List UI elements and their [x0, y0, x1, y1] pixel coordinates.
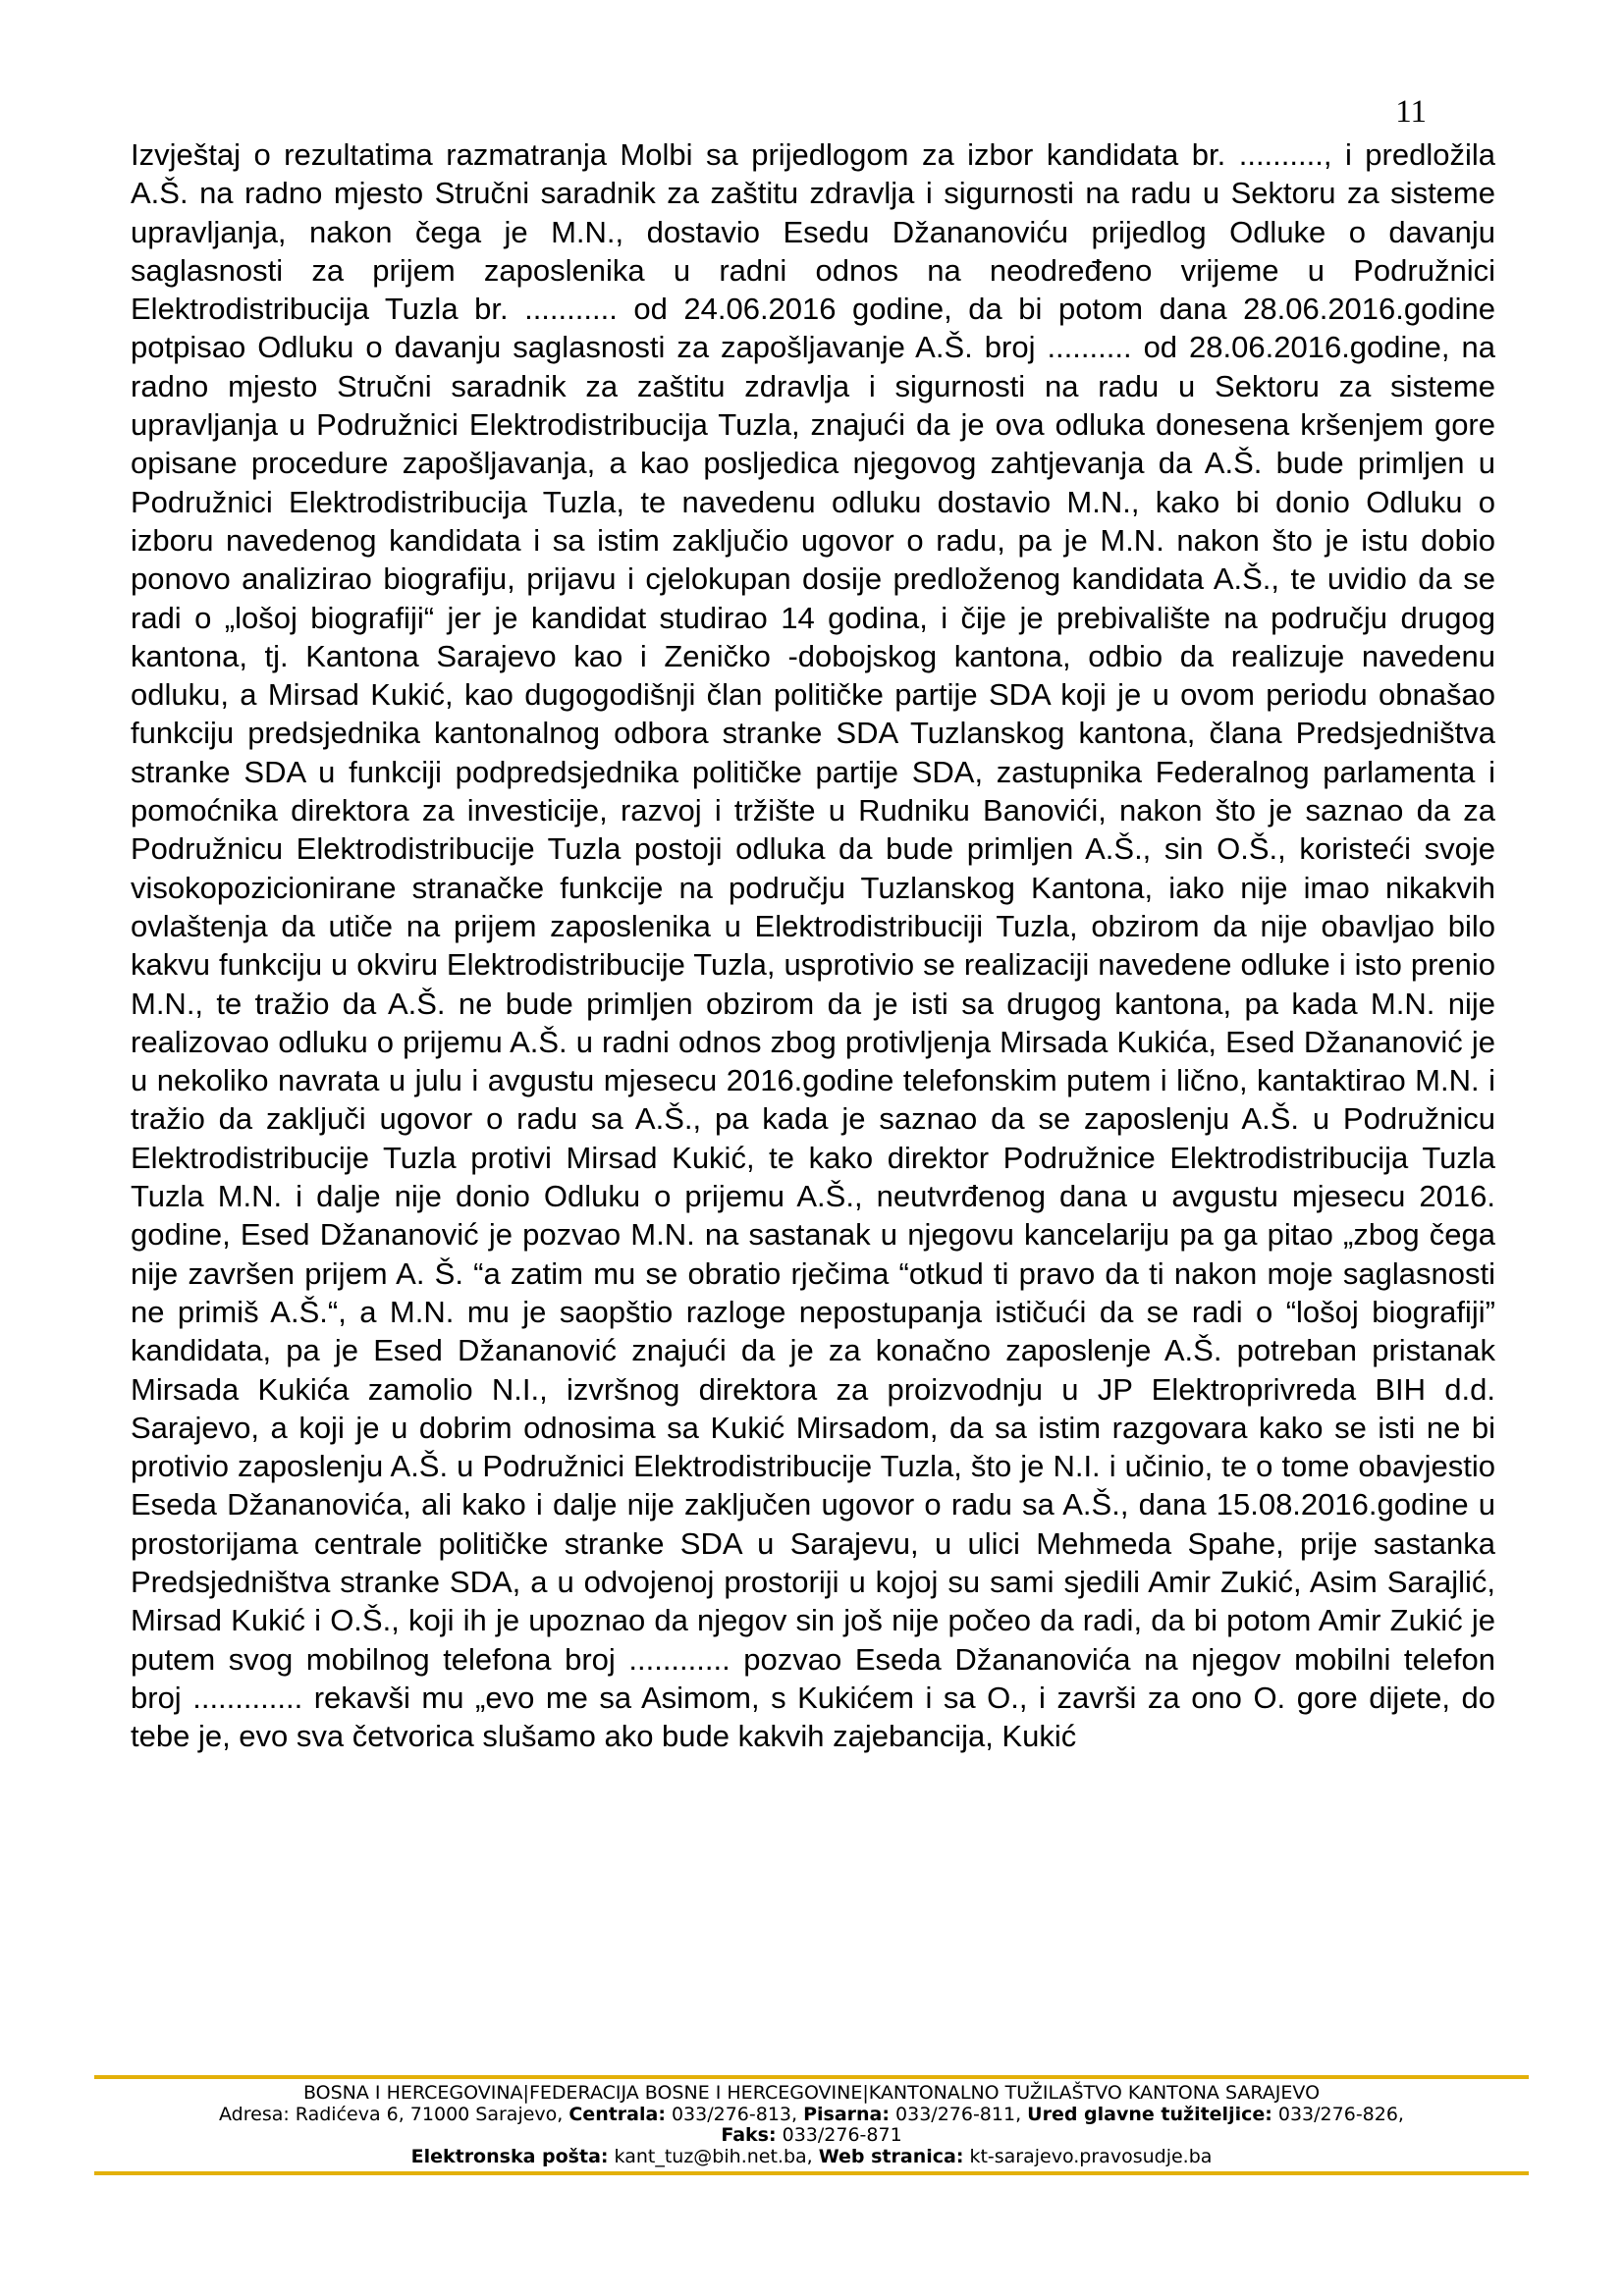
footer-top-rule	[94, 2075, 1529, 2079]
footer-contact-line: Elektronska pošta: kant_tuz@bih.net.ba, Web stranica: kt-sarajevo.pravosudje.ba	[410, 2145, 1213, 2167]
body-paragraph: Izvještaj o rezultatima razmatranja Molbi sa prijedlogom za izbor kandidata br. .........., i predložila A.Š. na radno mjesto Stručni saradnik za zaštitu zdravlja i sigurnosti na radu u Sektoru za sisteme upravljanja, nakon čega je M.N., dostavio Esedu Džananoviću prijedlog Odluke o davanju saglasnosti za prijem zaposlenika u radni odnos na neodređeno vrijeme u Podružnici Elektrodistribucija Tuzla br. ........... od 24.06.2016 godine, da bi potom dana 28.06.2016.godine potpisao Odluku o davanju saglasnosti za zapošljavanje A.Š. broj .......... od 28.06.2016.godine, na radno mjesto Stručni saradnik za zaštitu zdravlja i sigurnosti na radu u Sektoru za sisteme upravljanja u Podružnici Elektrodistribucija Tuzla, znajući da je ova odluka donesena kršenjem gore opisane procedure zapošljavanja, a kao posljedica njegovog zahtjevanja da A.Š. bude primljen u Podružnici Elektrodistribucija Tuzla, te navedenu odluku dostavio M.N., kako bi donio Odluku o izboru navedenog kandidata i sa istim zaključio ugovor o radu, pa je M.N. nakon što je istu dobio ponovo analizirao biografiju, prijavu i cjelokupan dosije predloženog kandidata A.Š., te uvidio da se radi o „lošoj biografiji“ jer je kandidat studirao 14 godina, i čije je prebivalište na području drugog kantona, tj. Kantona Sarajevo kao i Zeničko -dobojskog kantona, odbio da realizuje navedenu odluku, a Mirsad Kukić, kao dugogodišnji član političke partije SDA koji je u ovom periodu obnašao funkciju predsjednika kantonalnog odbora stranke SDA Tuzlanskog kantona, člana Predsjedništva stranke SDA u funkciji podpredsjednika političke partije SDA, zastupnika Federalnog parlamenta i pomoćnika direktora za investicije, razvoj i tržište u Rudniku Banovići, nakon što je saznao da za Podružnicu Elektrodistribucije Tuzla postoji odluka da bude primljen A.Š., sin O.Š., koristeći svoje visokopozicionirane stranačke funkcije na području Tuzlanskog Kantona, iako nije imao nikakvih ovlaštenja da utiče na prijem zaposlenika u Elektrodistribuciji Tuzla, obzirom da nije obavljao bilo kakvu funkciju u okviru Elektrodistribucije Tuzla, usprotivio se realizaciji navedene odluke i isto prenio M.N., te tražio da A.Š. ne bude primljen obzirom da je isti sa drugog kantona, pa kada M.N. nije realizovao odluku o prijemu A.Š. u radni odnos zbog protivljenja Mirsada Kukića, Esed Džananović je u nekoliko navrata u julu i avgustu mjesecu 2016.godine telefonskim putem i lično, kantaktirao M.N. i tražio da zaključi ugovor o radu sa A.Š., pa kada je saznao da se zaposlenju A.Š. u Podružnicu Elektrodistribucije Tuzla protivi Mirsad Kukić, te kako direktor Podružnice Elektrodistribucija Tuzla Tuzla M.N. i dalje nije donio Odluku o prijemu A.Š., neutvrđenog dana u avgustu mjesecu 2016. godine, Esed Džananović je pozvao M.N. na sastanak u njegovu kancelariju pa ga pitao „zbog čega nije završen prijem A. Š. “a zatim mu se obratio rječima “otkud ti pravo da ti nakon moje saglasnosti ne primiš A.Š.“, a M.N. mu je saopštio razloge nepostupanja ističući da se radi o “lošoj biografiji” kandidata, pa je Esed Džananović znajući da je za konačno zaposlenje A.Š. potreban pristanak Mirsada Kukića zamolio N.I., izvršnog direktora za proizvodnju u JP Elektroprivreda BIH d.d. Sarajevo, a koji je u dobrim odnosima sa Kukić Mirsadom, da sa istim razgovara kako se isti ne bi protivio zaposlenju A.Š. u Podružnici Elektrodistribucije Tuzla, što je N.I. i učinio, te o tome obavjestio Eseda Džananovića, ali kako i dalje nije zaključen ugovor o radu sa A.Š., dana 15.08.2016.godine u prostorijama centrale političke stranke SDA u Sarajevu, u ulici Mehmeda Spahe, prije sastanka Predsjedništva stranke SDA, a u odvojenoj prostoriji u kojoj su sami sjedili Amir Zukić, Asim Sarajlić, Mirsad Kukić i O.Š., koji ih je upoznao da njegov sin još nije počeo da radi, da bi potom Amir Zukić je putem svog mobilnog telefona broj ............ pozvao Eseda Džananovića na njegov mobilni telefon broj ............. rekavši mu „evo me sa Asimom, s Kukićem i sa O., i završi za ono O. gore dijete, do tebe je, evo sva četvorica slušamo ako bude kakvih zajebancija, Kukić	[131, 137, 1495, 1754]
footer-fax-line: Faks: 033/276-871	[721, 2124, 902, 2147]
footer-bottom-rule	[94, 2171, 1529, 2175]
page-number: 11	[1395, 94, 1427, 130]
footer-address-line: Adresa: Radićeva 6, 71000 Sarajevo, Centrala: 033/276-813, Pisarna: 033/276-811, Ured glavne tužiteljice: 033/276-826,	[219, 2103, 1404, 2125]
footer-org-line: BOSNA I HERCEGOVINA|FEDERACIJA BOSNE I HERCEGOVINE|KANTONALNO TUŽILAŠTVO KANTONA SARAJEVO	[302, 2082, 1321, 2104]
footer	[94, 2075, 1529, 2175]
